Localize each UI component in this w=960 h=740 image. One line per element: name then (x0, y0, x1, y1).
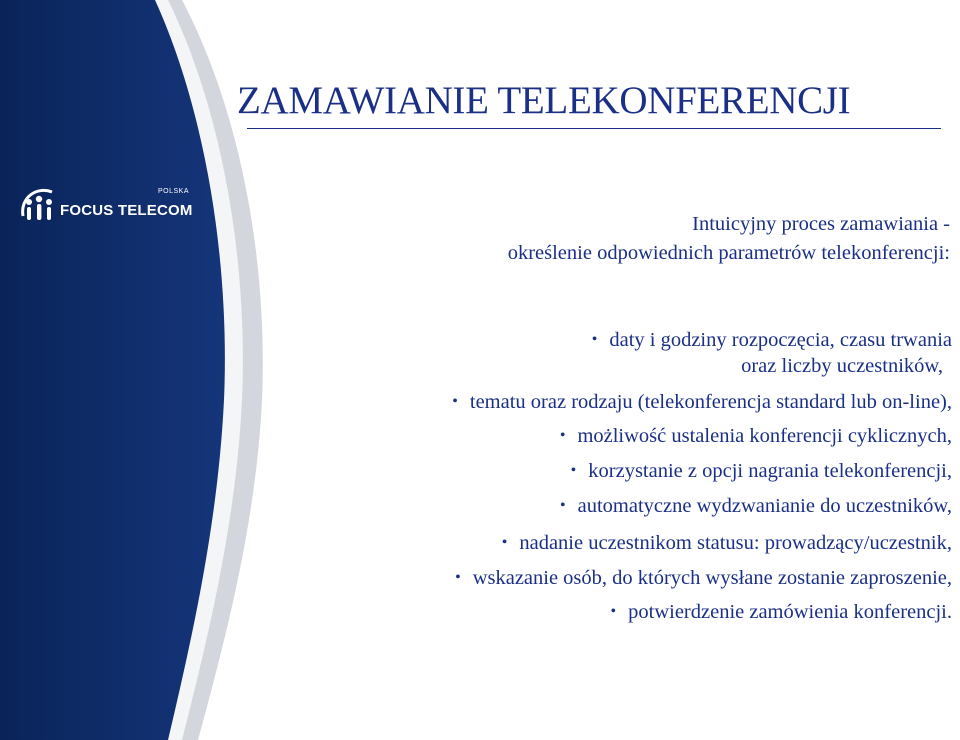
list-item: • potwierdzenie zamówienia konferencji. (610, 601, 952, 623)
list-item: • korzystanie z opcji nagrania telekonferencji, (570, 460, 952, 482)
intro-line-1: Intuicyjny proces zamawiania - (692, 213, 950, 235)
bullet-icon: • (501, 534, 508, 551)
bullet-icon: • (610, 603, 617, 620)
bullet-icon: • (452, 393, 458, 410)
list-item: • tematu oraz rodzaju (telekonferencja standard lub on-line), (452, 391, 952, 413)
bullet-icon: • (570, 462, 577, 479)
slide-title: ZAMAWIANIE TELEKONFERENCJI (237, 79, 851, 122)
title-underline (247, 128, 941, 129)
logo-brand-text: FOCUS TELECOM (60, 202, 193, 219)
bullet-icon: • (455, 569, 461, 586)
intro-text (508, 210, 950, 268)
logo-small-text: POLSKA (158, 188, 190, 195)
bullet-icon: • (591, 331, 598, 348)
list-item: • nadanie uczestnikom statusu: prowadzący/uczestnik, (501, 532, 952, 554)
bullet-icon: • (560, 497, 566, 514)
focus-telecom-logo (20, 186, 193, 230)
list-item-continuation: oraz liczby uczestników, (741, 355, 943, 377)
list-item: • możliwość ustalenia konferencji cyklicznych, (559, 425, 952, 447)
list-item: • automatyczne wydzwanianie do uczestników, (560, 495, 952, 517)
intro-line-2: określenie odpowiednich parametrów telekonferencji: (507, 242, 950, 264)
bullet-icon: • (559, 427, 566, 444)
list-item: • daty i godziny rozpoczęcia, czasu trwania (591, 329, 952, 351)
list-item: • wskazanie osób, do których wysłane zostanie zaproszenie, (455, 567, 952, 589)
people-logo-icon (20, 186, 60, 228)
